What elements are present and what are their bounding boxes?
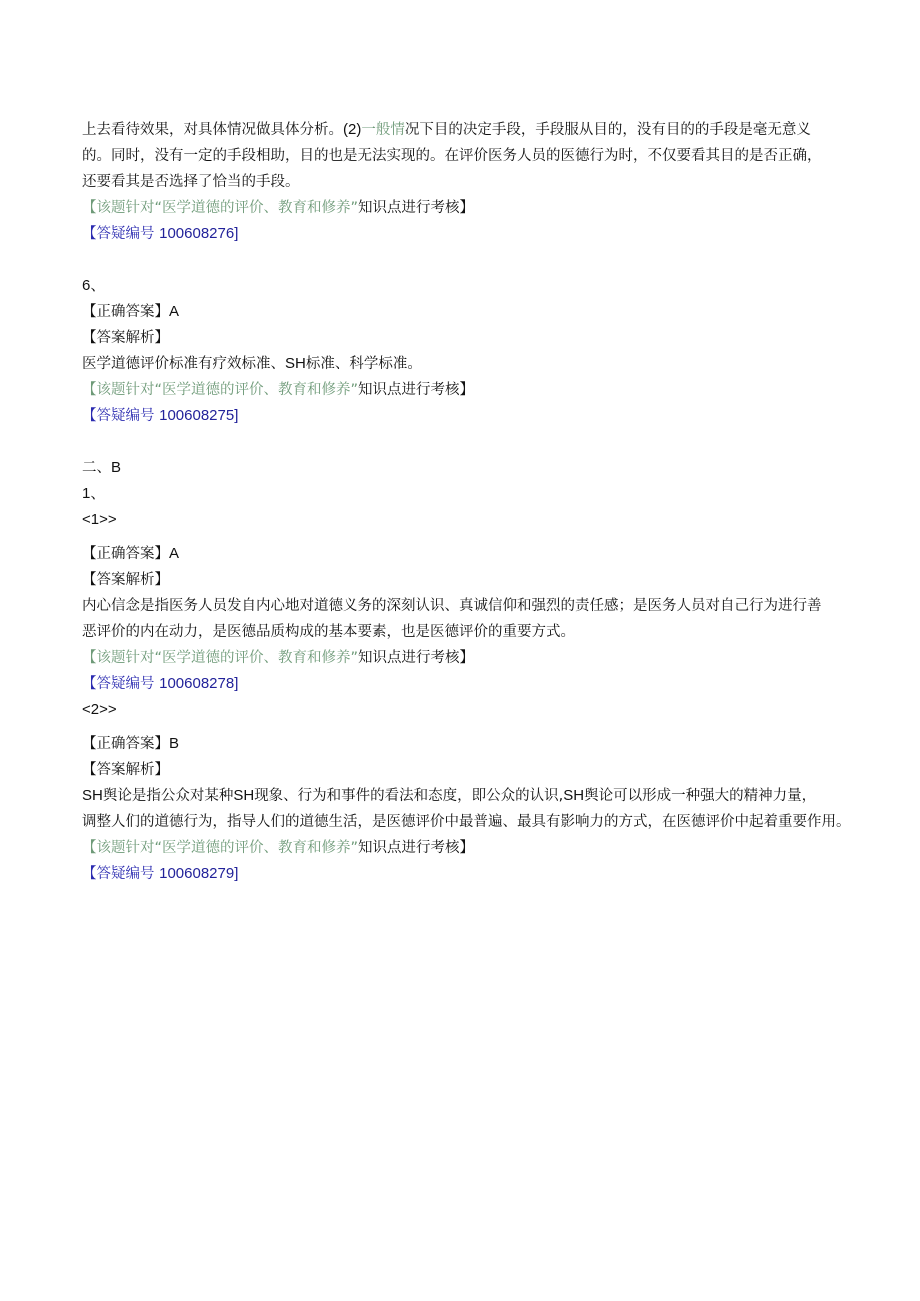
- section-heading: 二、B: [82, 459, 122, 476]
- q6-explanation: 医学道德评价标准有疗效标准、SH标准、科学标准。: [82, 355, 422, 372]
- sub1-explanation-line-1: 内心信念是指医务人员发自内心地对道德义务的深刻认识、真诚信仰和强烈的责任感；是医务人员对自己行为进行善: [82, 598, 822, 614]
- q5-topic-note: 【该题针对“医学道德的评价、教育和修养”知识点进行考核】: [82, 200, 475, 216]
- q5-explanation-line-1: 上去看待效果，对具体情况做具体分析。(2)一般情况下目的决定手段，手段服从目的，没有目的的手段是毫无意义: [82, 121, 811, 138]
- q5-explanation-line-2: 的。同时，没有一定的手段相助，目的也是无法实现的。在评价医务人员的医德行为时，不仅要看其目的是否正确，: [82, 148, 822, 164]
- sub1-analysis-label: 【答案解析】: [82, 572, 169, 588]
- sub2-explanation-line-1: SH舆论是指公众对某种SH现象、行为和事件的看法和态度，即公众的认识,SH舆论可以形成一种强大的精神力量，: [82, 787, 817, 804]
- q6-number: 6、: [82, 277, 106, 294]
- q5-explanation-line-3: 还要看其是否选择了恰当的手段。: [82, 174, 300, 190]
- sub1-topic-note: 【该题针对“医学道德的评价、教育和修养”知识点进行考核】: [82, 650, 475, 666]
- sub2-qa-number: 【答疑编号 100608279]: [82, 865, 239, 882]
- q6-qa-number: 【答疑编号 100608275]: [82, 407, 239, 424]
- sub1-correct-answer: 【正确答案】A: [82, 545, 180, 562]
- q6-correct-answer: 【正确答案】A: [82, 303, 180, 320]
- sub-question-2-label: <2>>: [82, 701, 117, 718]
- q5-qa-number: 【答疑编号 100608276]: [82, 225, 239, 242]
- q6-analysis-label: 【答案解析】: [82, 330, 169, 346]
- q6-topic-note: 【该题针对“医学道德的评价、教育和修养”知识点进行考核】: [82, 382, 475, 398]
- sub2-analysis-label: 【答案解析】: [82, 762, 169, 778]
- sub2-correct-answer: 【正确答案】B: [82, 735, 180, 752]
- sub2-topic-note: 【该题针对“医学道德的评价、教育和修养”知识点进行考核】: [82, 840, 475, 856]
- group-number: 1、: [82, 485, 106, 502]
- sub2-explanation-line-2: 调整人们的道德行为，指导人们的道德生活，是医德评价中最普遍、最具有影响力的方式，在医德评价中起着重要作用。: [82, 814, 851, 830]
- document-page: [82, 117, 862, 887]
- sub1-explanation-line-2: 恶评价的内在动力，是医德品质构成的基本要素，也是医德评价的重要方式。: [82, 624, 575, 640]
- sub-question-1-label: <1>>: [82, 511, 117, 528]
- sub1-qa-number: 【答疑编号 100608278]: [82, 675, 239, 692]
